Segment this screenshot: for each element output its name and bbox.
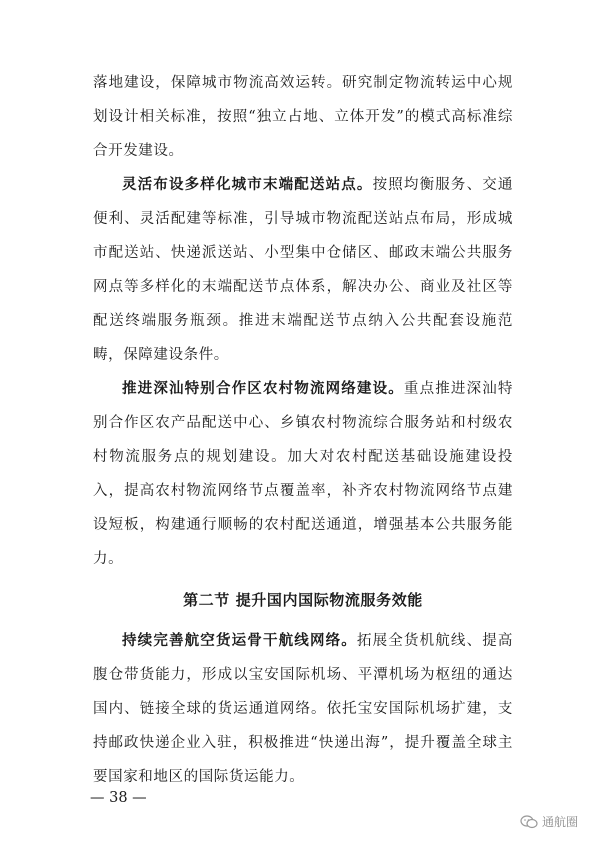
document-page: [93, 66, 513, 794]
wechat-icon: [520, 815, 538, 829]
paragraph-4: [93, 624, 513, 794]
section-title: 第二节 提升国内国际物流服务效能: [183, 591, 423, 609]
paragraph-1-text: 落地建设，保障城市物流高效运转。研究制定物流转运中心规划设计相关标准，按照“独立占地、立体开发”的模式高标准综合开发建设。: [93, 75, 513, 159]
paragraph-3-text: 重点推进深汕特别合作区农产品配送中心、乡镇农村物流综合服务站和村级农村物流服务点的规划建设。加大对农村配送基础设施建设投入，提高农村物流网络节点覆盖率，补齐农村物流网络节点建设短板，构建通行顺畅的农村配送通道，增强基本公共服务能力。: [93, 381, 513, 567]
paragraph-4-lead: 持续完善航空货运骨干航线网络。: [122, 632, 357, 649]
paragraph-3: [93, 372, 513, 576]
paragraph-2-lead: 灵活布设多样化城市末端配送站点。: [122, 176, 373, 193]
paragraph-2: [93, 168, 513, 372]
page-number: — 38 —: [90, 790, 147, 806]
paragraph-4-text: 拓展全货机航线、提高腹仓带货能力，形成以宝安国际机场、平潭机场为枢纽的通达国内、链接全球的货运通道网络。依托宝安国际机场扩建，支持邮政快递企业入驻，积极推进“快递出海”，提升覆盖全球主要国家和地区的国际货运能力。: [93, 633, 513, 785]
paragraph-3-lead: 推进深汕特别合作区农村物流网络建设。: [122, 380, 404, 397]
watermark-text: 通航圈: [541, 815, 578, 829]
paragraph-2-text: 按照均衡服务、交通便利、灵活配建等标准，引导城市物流配送站点布局，形成城市配送站、快递派送站、小型集中仓储区、邮政末端公共服务网点等多样化的末端配送节点体系，解决办公、商业及社区等配送终端服务瓶颈。推进末端配送节点纳入公共配套设施范畴，保障建设条件。: [93, 177, 513, 363]
paragraph-1: [93, 66, 513, 168]
watermark: [520, 813, 578, 830]
